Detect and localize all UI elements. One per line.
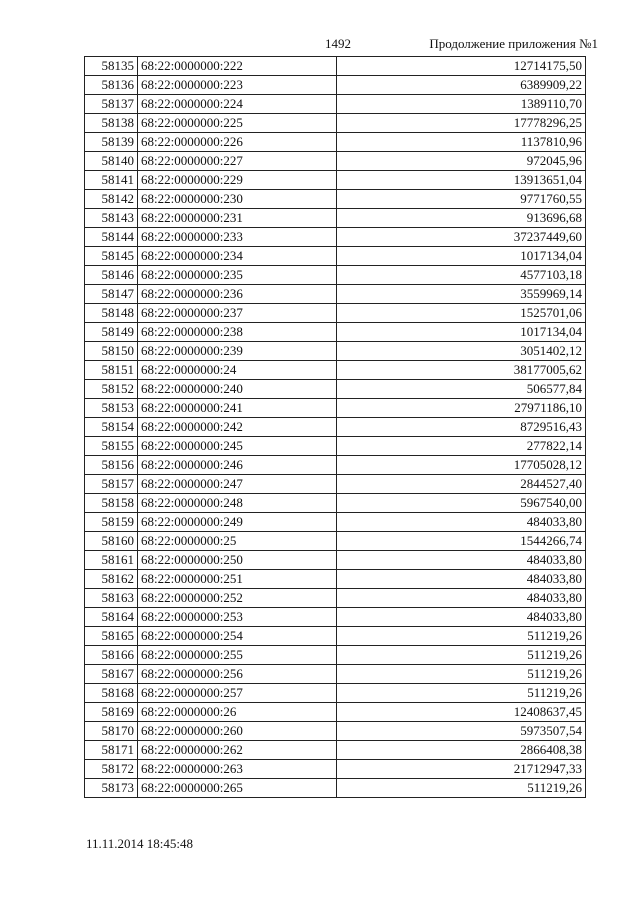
cadastral-number-cell: 68:22:0000000:226 (138, 133, 337, 152)
value-cell: 2844527,40 (337, 475, 586, 494)
row-number-cell: 58153 (85, 399, 138, 418)
row-number-cell: 58135 (85, 57, 138, 76)
row-number-cell: 58154 (85, 418, 138, 437)
row-number-cell: 58148 (85, 304, 138, 323)
row-number-cell: 58143 (85, 209, 138, 228)
row-number-cell: 58155 (85, 437, 138, 456)
value-cell: 5973507,54 (337, 722, 586, 741)
table-row (85, 494, 586, 513)
table-row (85, 532, 586, 551)
page-number: 1492 (325, 36, 351, 51)
cadastral-number-cell: 68:22:0000000:245 (138, 437, 337, 456)
table-row (85, 266, 586, 285)
table-row (85, 57, 586, 76)
table-row (85, 380, 586, 399)
value-cell: 21712947,33 (337, 760, 586, 779)
row-number-cell: 58142 (85, 190, 138, 209)
row-number-cell: 58160 (85, 532, 138, 551)
value-cell: 12714175,50 (337, 57, 586, 76)
value-cell: 511219,26 (337, 627, 586, 646)
value-cell: 913696,68 (337, 209, 586, 228)
table-row (85, 684, 586, 703)
value-cell: 13913651,04 (337, 171, 586, 190)
table-row (85, 741, 586, 760)
cadastral-number-cell: 68:22:0000000:234 (138, 247, 337, 266)
row-number-cell: 58173 (85, 779, 138, 798)
table-row (85, 722, 586, 741)
value-cell: 37237449,60 (337, 228, 586, 247)
cadastral-number-cell: 68:22:0000000:257 (138, 684, 337, 703)
cadastral-number-cell: 68:22:0000000:253 (138, 608, 337, 627)
cadastre-table (84, 56, 586, 798)
value-cell: 27971186,10 (337, 399, 586, 418)
value-cell: 511219,26 (337, 779, 586, 798)
cadastral-number-cell: 68:22:0000000:236 (138, 285, 337, 304)
cadastral-number-cell: 68:22:0000000:230 (138, 190, 337, 209)
table-row (85, 627, 586, 646)
value-cell: 1017134,04 (337, 247, 586, 266)
cadastral-number-cell: 68:22:0000000:242 (138, 418, 337, 437)
row-number-cell: 58146 (85, 266, 138, 285)
value-cell: 12408637,45 (337, 703, 586, 722)
cadastral-number-cell: 68:22:0000000:263 (138, 760, 337, 779)
row-number-cell: 58149 (85, 323, 138, 342)
row-number-cell: 58158 (85, 494, 138, 513)
cadastral-number-cell: 68:22:0000000:237 (138, 304, 337, 323)
cadastral-number-cell: 68:22:0000000:224 (138, 95, 337, 114)
cadastral-number-cell: 68:22:0000000:225 (138, 114, 337, 133)
cadastral-number-cell: 68:22:0000000:247 (138, 475, 337, 494)
cadastral-number-cell: 68:22:0000000:246 (138, 456, 337, 475)
row-number-cell: 58165 (85, 627, 138, 646)
table-row (85, 589, 586, 608)
table-row (85, 323, 586, 342)
cadastral-number-cell: 68:22:0000000:238 (138, 323, 337, 342)
row-number-cell: 58151 (85, 361, 138, 380)
value-cell: 2866408,38 (337, 741, 586, 760)
value-cell: 1525701,06 (337, 304, 586, 323)
row-number-cell: 58164 (85, 608, 138, 627)
cadastral-number-cell: 68:22:0000000:24 (138, 361, 337, 380)
cadastral-number-cell: 68:22:0000000:227 (138, 152, 337, 171)
table-row (85, 190, 586, 209)
row-number-cell: 58166 (85, 646, 138, 665)
row-number-cell: 58136 (85, 76, 138, 95)
cadastral-number-cell: 68:22:0000000:223 (138, 76, 337, 95)
cadastral-number-cell: 68:22:0000000:229 (138, 171, 337, 190)
table-row (85, 304, 586, 323)
table-row (85, 665, 586, 684)
value-cell: 9771760,55 (337, 190, 586, 209)
table-row (85, 570, 586, 589)
cadastral-number-cell: 68:22:0000000:254 (138, 627, 337, 646)
table-row (85, 76, 586, 95)
row-number-cell: 58167 (85, 665, 138, 684)
table-row (85, 418, 586, 437)
cadastral-number-cell: 68:22:0000000:256 (138, 665, 337, 684)
value-cell: 5967540,00 (337, 494, 586, 513)
row-number-cell: 58159 (85, 513, 138, 532)
cadastral-number-cell: 68:22:0000000:235 (138, 266, 337, 285)
cadastral-number-cell: 68:22:0000000:233 (138, 228, 337, 247)
cadastral-number-cell: 68:22:0000000:249 (138, 513, 337, 532)
value-cell: 1389110,70 (337, 95, 586, 114)
row-number-cell: 58137 (85, 95, 138, 114)
table-row (85, 513, 586, 532)
value-cell: 484033,80 (337, 608, 586, 627)
value-cell: 4577103,18 (337, 266, 586, 285)
value-cell: 277822,14 (337, 437, 586, 456)
cadastral-number-cell: 68:22:0000000:231 (138, 209, 337, 228)
value-cell: 484033,80 (337, 570, 586, 589)
table-row (85, 646, 586, 665)
table-row (85, 152, 586, 171)
row-number-cell: 58168 (85, 684, 138, 703)
row-number-cell: 58156 (85, 456, 138, 475)
value-cell: 972045,96 (337, 152, 586, 171)
value-cell: 8729516,43 (337, 418, 586, 437)
print-timestamp: 11.11.2014 18:45:48 (86, 836, 194, 851)
row-number-cell: 58139 (85, 133, 138, 152)
cadastral-number-cell: 68:22:0000000:241 (138, 399, 337, 418)
value-cell: 3051402,12 (337, 342, 586, 361)
value-cell: 17705028,12 (337, 456, 586, 475)
value-cell: 511219,26 (337, 646, 586, 665)
value-cell: 38177005,62 (337, 361, 586, 380)
row-number-cell: 58138 (85, 114, 138, 133)
row-number-cell: 58144 (85, 228, 138, 247)
table-row (85, 171, 586, 190)
cadastral-number-cell: 68:22:0000000:250 (138, 551, 337, 570)
row-number-cell: 58170 (85, 722, 138, 741)
value-cell: 17778296,25 (337, 114, 586, 133)
table-row (85, 209, 586, 228)
row-number-cell: 58150 (85, 342, 138, 361)
table-row (85, 228, 586, 247)
value-cell: 1137810,96 (337, 133, 586, 152)
table-row (85, 361, 586, 380)
row-number-cell: 58157 (85, 475, 138, 494)
cadastral-number-cell: 68:22:0000000:252 (138, 589, 337, 608)
row-number-cell: 58169 (85, 703, 138, 722)
row-number-cell: 58140 (85, 152, 138, 171)
table-row (85, 608, 586, 627)
cadastral-number-cell: 68:22:0000000:260 (138, 722, 337, 741)
cadastral-number-cell: 68:22:0000000:248 (138, 494, 337, 513)
table-row (85, 95, 586, 114)
table-row (85, 475, 586, 494)
row-number-cell: 58145 (85, 247, 138, 266)
cadastral-number-cell: 68:22:0000000:240 (138, 380, 337, 399)
value-cell: 484033,80 (337, 513, 586, 532)
table-row (85, 551, 586, 570)
value-cell: 6389909,22 (337, 76, 586, 95)
cadastral-number-cell: 68:22:0000000:25 (138, 532, 337, 551)
table-row (85, 437, 586, 456)
value-cell: 484033,80 (337, 551, 586, 570)
table-row (85, 779, 586, 798)
row-number-cell: 58172 (85, 760, 138, 779)
value-cell: 1544266,74 (337, 532, 586, 551)
table-row (85, 456, 586, 475)
row-number-cell: 58147 (85, 285, 138, 304)
row-number-cell: 58152 (85, 380, 138, 399)
cadastral-number-cell: 68:22:0000000:251 (138, 570, 337, 589)
value-cell: 511219,26 (337, 665, 586, 684)
table-row (85, 342, 586, 361)
appendix-note: Продолжение приложения №1 (429, 36, 598, 51)
cadastral-number-cell: 68:22:0000000:265 (138, 779, 337, 798)
cadastral-number-cell: 68:22:0000000:26 (138, 703, 337, 722)
table-row (85, 399, 586, 418)
table-row (85, 285, 586, 304)
value-cell: 511219,26 (337, 684, 586, 703)
table-row (85, 247, 586, 266)
row-number-cell: 58161 (85, 551, 138, 570)
table-row (85, 114, 586, 133)
table-body (85, 57, 586, 798)
value-cell: 3559969,14 (337, 285, 586, 304)
value-cell: 484033,80 (337, 589, 586, 608)
value-cell: 1017134,04 (337, 323, 586, 342)
cadastral-number-cell: 68:22:0000000:239 (138, 342, 337, 361)
table-row (85, 760, 586, 779)
cadastral-number-cell: 68:22:0000000:262 (138, 741, 337, 760)
cadastral-number-cell: 68:22:0000000:255 (138, 646, 337, 665)
table-row (85, 133, 586, 152)
row-number-cell: 58162 (85, 570, 138, 589)
table-row (85, 703, 586, 722)
row-number-cell: 58141 (85, 171, 138, 190)
value-cell: 506577,84 (337, 380, 586, 399)
cadastral-number-cell: 68:22:0000000:222 (138, 57, 337, 76)
row-number-cell: 58171 (85, 741, 138, 760)
row-number-cell: 58163 (85, 589, 138, 608)
